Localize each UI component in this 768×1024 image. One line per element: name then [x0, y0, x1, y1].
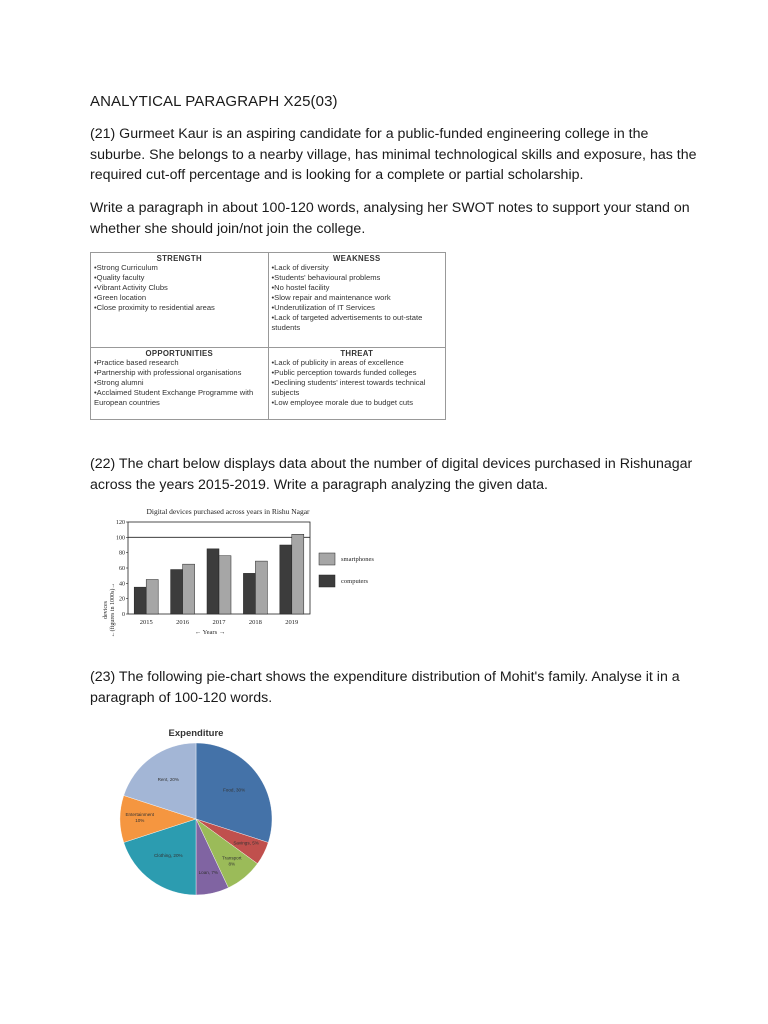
bar-chart-ytick-label: 40 — [119, 581, 125, 588]
bar-smartphones-2017 — [219, 556, 231, 614]
swot-strength-item: • Close proximity to residential areas — [94, 303, 265, 313]
bar-chart-legend-swatch-smartphones — [319, 553, 335, 565]
swot-opportunities-item: • Practice based research — [94, 358, 265, 368]
swot-weakness-cell — [268, 253, 446, 348]
swot-strength-item: • Vibrant Activity Clubs — [94, 283, 265, 293]
swot-strength-cell — [91, 253, 269, 348]
bar-chart-ytick-label: 100 — [116, 535, 125, 542]
bar-smartphones-2015 — [146, 580, 158, 615]
swot-weakness-item: • No hostel facility — [272, 283, 443, 293]
swot-weakness-item: • Lack of diversity — [272, 263, 443, 273]
pie-slice-label-1: Savings, 5% — [233, 840, 259, 846]
swot-weakness-item: • Underutilization of IT Services — [272, 303, 443, 313]
swot-strength-item: • Quality faculty — [94, 273, 265, 283]
bar-computers-2016 — [171, 570, 183, 614]
bar-chart-ytick-label: 60 — [119, 566, 125, 572]
bar-chart-xtick-label: 2019 — [285, 619, 299, 626]
bar-chart-ytick-label: 120 — [116, 520, 125, 526]
swot-opportunities-title: OPPORTUNITIES — [145, 349, 214, 359]
pie-chart-title: Expenditure — [168, 728, 224, 739]
bar-chart-ytick-label: 80 — [119, 550, 125, 557]
bar-computers-2019 — [280, 545, 292, 614]
bar-chart-ylabel-devices: devices — [103, 601, 109, 619]
swot-weakness-list — [272, 263, 443, 333]
swot-strength-title: STRENGTH — [156, 254, 202, 263]
bar-chart — [105, 505, 435, 640]
swot-weakness-item: • Students' behavioural problems — [272, 273, 443, 283]
swot-strength-item: • Green location — [94, 293, 265, 303]
bar-chart-legend-label-smartphones: smartphones — [341, 556, 374, 563]
pie-chart — [110, 722, 290, 894]
question-23-text: (23) The following pie-chart shows the expenditure distribution of Mohit's family. Analyse it in a paragraph of 100-120 words. — [90, 669, 680, 706]
bar-computers-2015 — [134, 587, 146, 614]
swot-threat-list — [272, 358, 443, 408]
pie-slice-label-2: Transport 8% — [222, 855, 242, 867]
bar-chart-xtick-label: 2018 — [248, 619, 262, 626]
bar-chart-xtick-label: 2015 — [139, 619, 153, 626]
swot-threat-item: • Lack of publicity in areas of excellence — [272, 358, 443, 368]
bar-chart-legend-label-computers: computers — [341, 578, 369, 585]
bar-computers-2017 — [207, 549, 219, 614]
swot-weakness-item: • Slow repair and maintenance work — [272, 293, 443, 303]
swot-threat-item: • Declining students' interest towards technical subjects — [272, 378, 443, 398]
bar-smartphones-2018 — [255, 561, 267, 614]
question-21-instruction: Write a paragraph in about 100-120 words, analysing her SWOT notes to support your stand on whether she should join/not join the college. — [90, 200, 690, 237]
swot-opportunities-cell — [91, 348, 269, 420]
swot-strength-item: • Strong Curriculum — [94, 263, 265, 273]
swot-opportunities-item: • Acclaimed Student Exchange Programme with European countries — [94, 388, 265, 408]
pie-slice-label-3: Loan, 7% — [198, 869, 219, 875]
swot-opportunities-item: • Strong alumni — [94, 378, 265, 388]
swot-weakness-item: • Lack of targeted advertisements to out-state students — [272, 313, 443, 333]
bar-chart-ytick-label: 20 — [119, 596, 125, 603]
question-22-text: (22) The chart below displays data about the number of digital devices purchased in Rishunagar across the years 2015-2019. Write a paragraph analyzing the given data. — [90, 456, 693, 493]
swot-threat-item: • Public perception towards funded colleges — [272, 368, 443, 378]
pie-slice-label-4: Clothing, 20% — [153, 853, 183, 859]
swot-weakness-title: WEAKNESS — [333, 254, 381, 263]
swot-threat-cell — [268, 348, 446, 420]
bar-computers-2018 — [243, 573, 255, 614]
swot-threat-title: THREAT — [340, 349, 374, 359]
pie-slice-label-0: Food, 30% — [222, 787, 246, 793]
swot-table — [90, 252, 446, 420]
bar-chart-ytick-label: 0 — [122, 612, 125, 618]
bar-chart-xtick-label: 2017 — [212, 619, 226, 626]
pie-slice-label-6: Rent, 20% — [157, 776, 180, 782]
bar-chart-xlabel: ← Years → — [194, 629, 226, 636]
pie-slice-label-5: Entertainment 10% — [125, 812, 155, 823]
question-21-text: (21) Gurmeet Kaur is an aspiring candidate for a public-funded engineering college in the suburbe. She belongs to a nearby village, has minimal technological skills and exposure, has the required cut-off percentage and is looking for a complete or partial scholarship. — [90, 126, 697, 183]
bar-chart-xtick-label: 2016 — [176, 619, 190, 626]
bar-chart-title: Digital devices purchased across years in Rishu Nagar — [146, 507, 310, 516]
swot-opportunities-list — [94, 358, 265, 408]
swot-strength-list — [94, 263, 265, 313]
bar-smartphones-2016 — [183, 564, 195, 614]
bar-chart-ylabel-units: ←(figures in 1000s)→ — [110, 582, 116, 638]
swot-threat-item: • Low employee morale due to budget cuts — [272, 398, 443, 408]
swot-opportunities-item: • Partnership with professional organisations — [94, 368, 265, 378]
bar-chart-legend-swatch-computers — [319, 575, 335, 587]
page-heading: ANALYTICAL PARAGRAPH X25(03) — [90, 93, 338, 110]
bar-smartphones-2019 — [292, 534, 304, 614]
